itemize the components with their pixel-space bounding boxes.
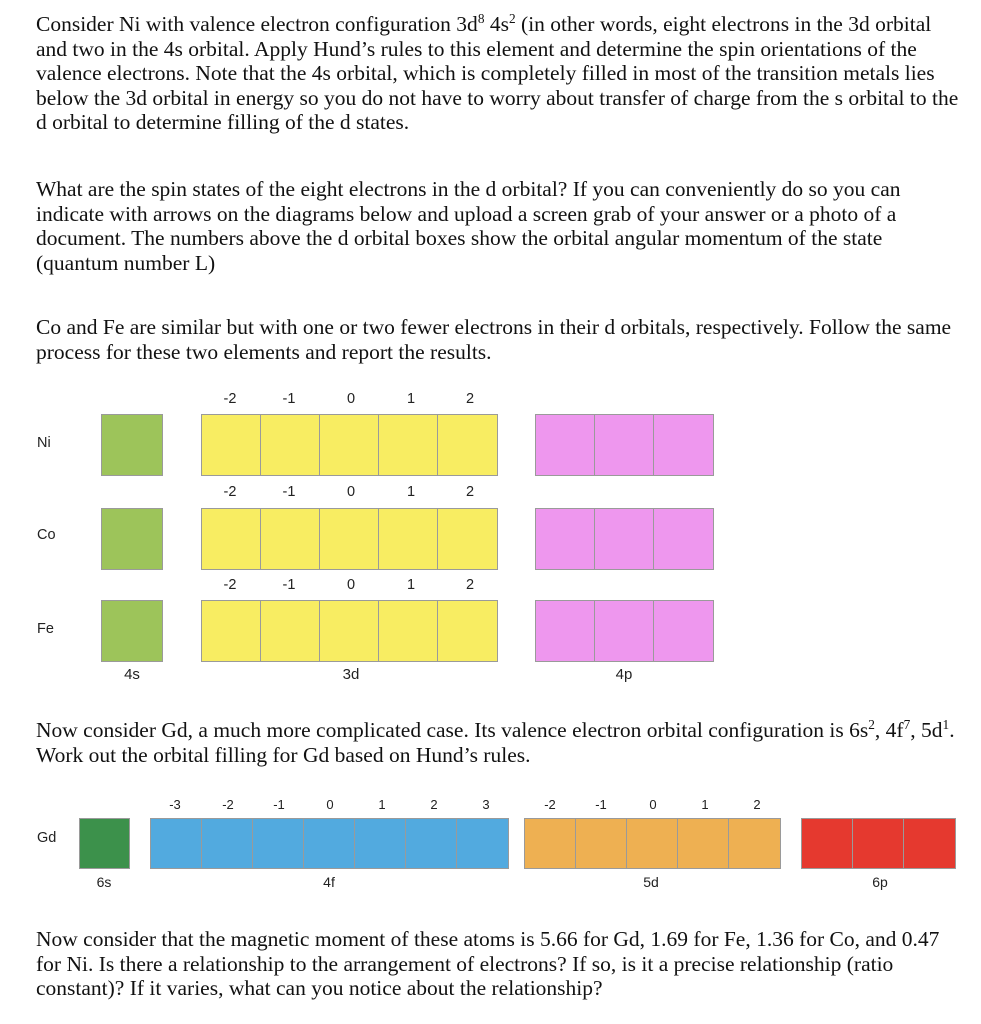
fe-element-label: Fe [37, 621, 54, 637]
ni-d-ml-label: -1 [282, 391, 296, 407]
intro-text-c: (in other words, eight electrons in the 3d orbital and two in the 4s orbital. Apply Hund’s rules to this element and determine the spin orientations of the valence electrons. Note that the 4s orbital, which is completely filled in most of the transition metals lies below the 3d orbital in energy so you do not have to worry about transfer of charge from the s orbital to the d orbital to determine filling of the d states. [36, 12, 959, 135]
co-3d-orbital-box [319, 508, 380, 570]
gd-paragraph [36, 718, 966, 767]
gd-text-c: , 5d [910, 718, 943, 742]
gd-5d-orbital-group [524, 818, 779, 869]
intro-superscript-1: 8 [477, 10, 485, 26]
gd-5d-orbital-box [524, 818, 577, 869]
fe-3d-orbital-box [378, 600, 439, 662]
gd-text-a: Now consider Gd, a much more complicated case. Its valence electron orbital configuration is 6s [36, 718, 869, 742]
fe-4p-orbital-box [535, 600, 596, 662]
co-fe-paragraph: Co and Fe are similar but with one or two fewer electrons in their d orbitals, respectively. Follow the same process for these two elements and report the results. [36, 315, 952, 364]
co-4p-orbital-group [535, 508, 712, 570]
gd-4f-orbital-box [456, 818, 509, 869]
magnetic-moment-paragraph: Now consider that the magnetic moment of these atoms is 5.66 for Gd, 1.69 for Fe, 1.36 for Co, and 0.47 for Ni. Is there a relationship to the arrangement of electrons? If so, is it a precise relationship (ratio constant)? If it varies, what can you notice about the relationship? [36, 927, 940, 1001]
gd-4f-ml-label: -2 [222, 797, 234, 812]
intro-superscript-2: 2 [508, 10, 516, 26]
gd-superscript-3: 1 [942, 716, 950, 732]
ni-3d-orbital-box [260, 414, 321, 476]
ni-3d-orbital-box [201, 414, 262, 476]
co-3d-orbital-group [201, 508, 496, 570]
co-element-label: Co [37, 527, 56, 543]
co-4p-orbital-box [535, 508, 596, 570]
gd-4f-ml-label: 1 [378, 797, 386, 812]
ni-3d-orbital-box [378, 414, 439, 476]
fe-3d-orbital-box [201, 600, 262, 662]
gd-4f-ml-label: 2 [430, 797, 438, 812]
gd-6p-orbital-group [801, 818, 954, 869]
gd-4f-orbital-box [252, 818, 305, 869]
intro-paragraph [36, 12, 966, 135]
gd-4f-orbital-box [405, 818, 458, 869]
5d-caption: 5d [643, 874, 659, 890]
gd-4f-ml-label: 0 [326, 797, 334, 812]
gd-superscript-2: 7 [903, 716, 911, 732]
gd-text-b: , 4f [874, 718, 904, 742]
gd-6s-orbital-group [79, 818, 129, 869]
ni-4p-orbital-box [653, 414, 714, 476]
ni-4p-orbital-box [535, 414, 596, 476]
ni-element-label: Ni [37, 435, 51, 451]
ni-d-ml-label: 0 [346, 391, 356, 407]
co-d-ml-label: 2 [465, 484, 475, 500]
ni-4s-orbital-group [101, 414, 162, 476]
ni-3d-orbital-group [201, 414, 496, 476]
gd-5d-ml-label: 1 [701, 797, 709, 812]
fe-3d-orbital-box [319, 600, 380, 662]
3d-caption: 3d [342, 666, 360, 683]
spin-question-paragraph: What are the spin states of the eight electrons in the d orbital? If you can conveniently do so you can indicate with arrows on the diagrams below and upload a screen grab of your answer or a photo of a document. The numbers above the d orbital boxes show the orbital angular momentum of the state (quantum number L) [36, 177, 901, 275]
gd-5d-ml-label: -2 [544, 797, 556, 812]
co-4p-orbital-box [653, 508, 714, 570]
fe-4s-orbital-group [101, 600, 162, 662]
co-d-ml-label: -2 [223, 484, 237, 500]
6p-caption: 6p [872, 874, 888, 890]
fe-d-ml-label: 0 [346, 577, 356, 593]
fe-4p-orbital-box [653, 600, 714, 662]
ni-4p-orbital-box [594, 414, 655, 476]
ni-3d-orbital-box [437, 414, 498, 476]
gd-5d-orbital-box [626, 818, 679, 869]
gd-element-label: Gd [37, 830, 57, 846]
gd-4f-ml-label: -3 [169, 797, 181, 812]
4s-caption: 4s [124, 666, 140, 683]
fe-4p-orbital-group [535, 600, 712, 662]
gd-6p-orbital-box [903, 818, 956, 869]
gd-4f-ml-label: 3 [482, 797, 490, 812]
ni-4p-orbital-group [535, 414, 712, 476]
gd-5d-ml-label: 2 [753, 797, 761, 812]
gd-5d-orbital-box [677, 818, 730, 869]
intro-text-a: Consider Ni with valence electron configuration 3d [36, 12, 478, 36]
co-4s-orbital-box [101, 508, 163, 570]
co-3d-orbital-box [260, 508, 321, 570]
ni-d-ml-label: 2 [465, 391, 475, 407]
6s-caption: 6s [96, 874, 112, 890]
gd-6s-orbital-box [79, 818, 130, 869]
gd-5d-ml-label: 0 [649, 797, 657, 812]
gd-5d-orbital-box [575, 818, 628, 869]
fe-3d-orbital-group [201, 600, 496, 662]
fe-4s-orbital-box [101, 600, 163, 662]
gd-4f-orbital-box [150, 818, 203, 869]
ni-3d-orbital-box [319, 414, 380, 476]
intro-text-b: 4s [484, 12, 509, 36]
fe-d-ml-label: 2 [465, 577, 475, 593]
fe-d-ml-label: 1 [406, 577, 416, 593]
gd-4f-orbital-group [150, 818, 507, 869]
ni-d-ml-label: -2 [223, 391, 237, 407]
4p-caption: 4p [615, 666, 633, 683]
fe-d-ml-label: -2 [223, 577, 237, 593]
gd-4f-orbital-box [354, 818, 407, 869]
co-3d-orbital-box [378, 508, 439, 570]
gd-6p-orbital-box [852, 818, 905, 869]
ni-4s-orbital-box [101, 414, 163, 476]
gd-6p-orbital-box [801, 818, 854, 869]
co-4s-orbital-group [101, 508, 162, 570]
gd-4f-orbital-box [201, 818, 254, 869]
gd-superscript-1: 2 [868, 716, 875, 732]
gd-text-d: . Work out the orbital filling for Gd based on Hund’s rules. [36, 718, 955, 767]
gd-5d-ml-label: -1 [595, 797, 607, 812]
fe-4p-orbital-box [594, 600, 655, 662]
fe-3d-orbital-box [437, 600, 498, 662]
co-3d-orbital-box [201, 508, 262, 570]
gd-4f-orbital-box [303, 818, 356, 869]
co-3d-orbital-box [437, 508, 498, 570]
gd-5d-orbital-box [728, 818, 781, 869]
gd-4f-ml-label: -1 [273, 797, 285, 812]
4f-caption: 4f [323, 874, 335, 890]
co-d-ml-label: 0 [346, 484, 356, 500]
co-4p-orbital-box [594, 508, 655, 570]
co-d-ml-label: 1 [406, 484, 416, 500]
co-d-ml-label: -1 [282, 484, 296, 500]
fe-d-ml-label: -1 [282, 577, 296, 593]
fe-3d-orbital-box [260, 600, 321, 662]
ni-d-ml-label: 1 [406, 391, 416, 407]
